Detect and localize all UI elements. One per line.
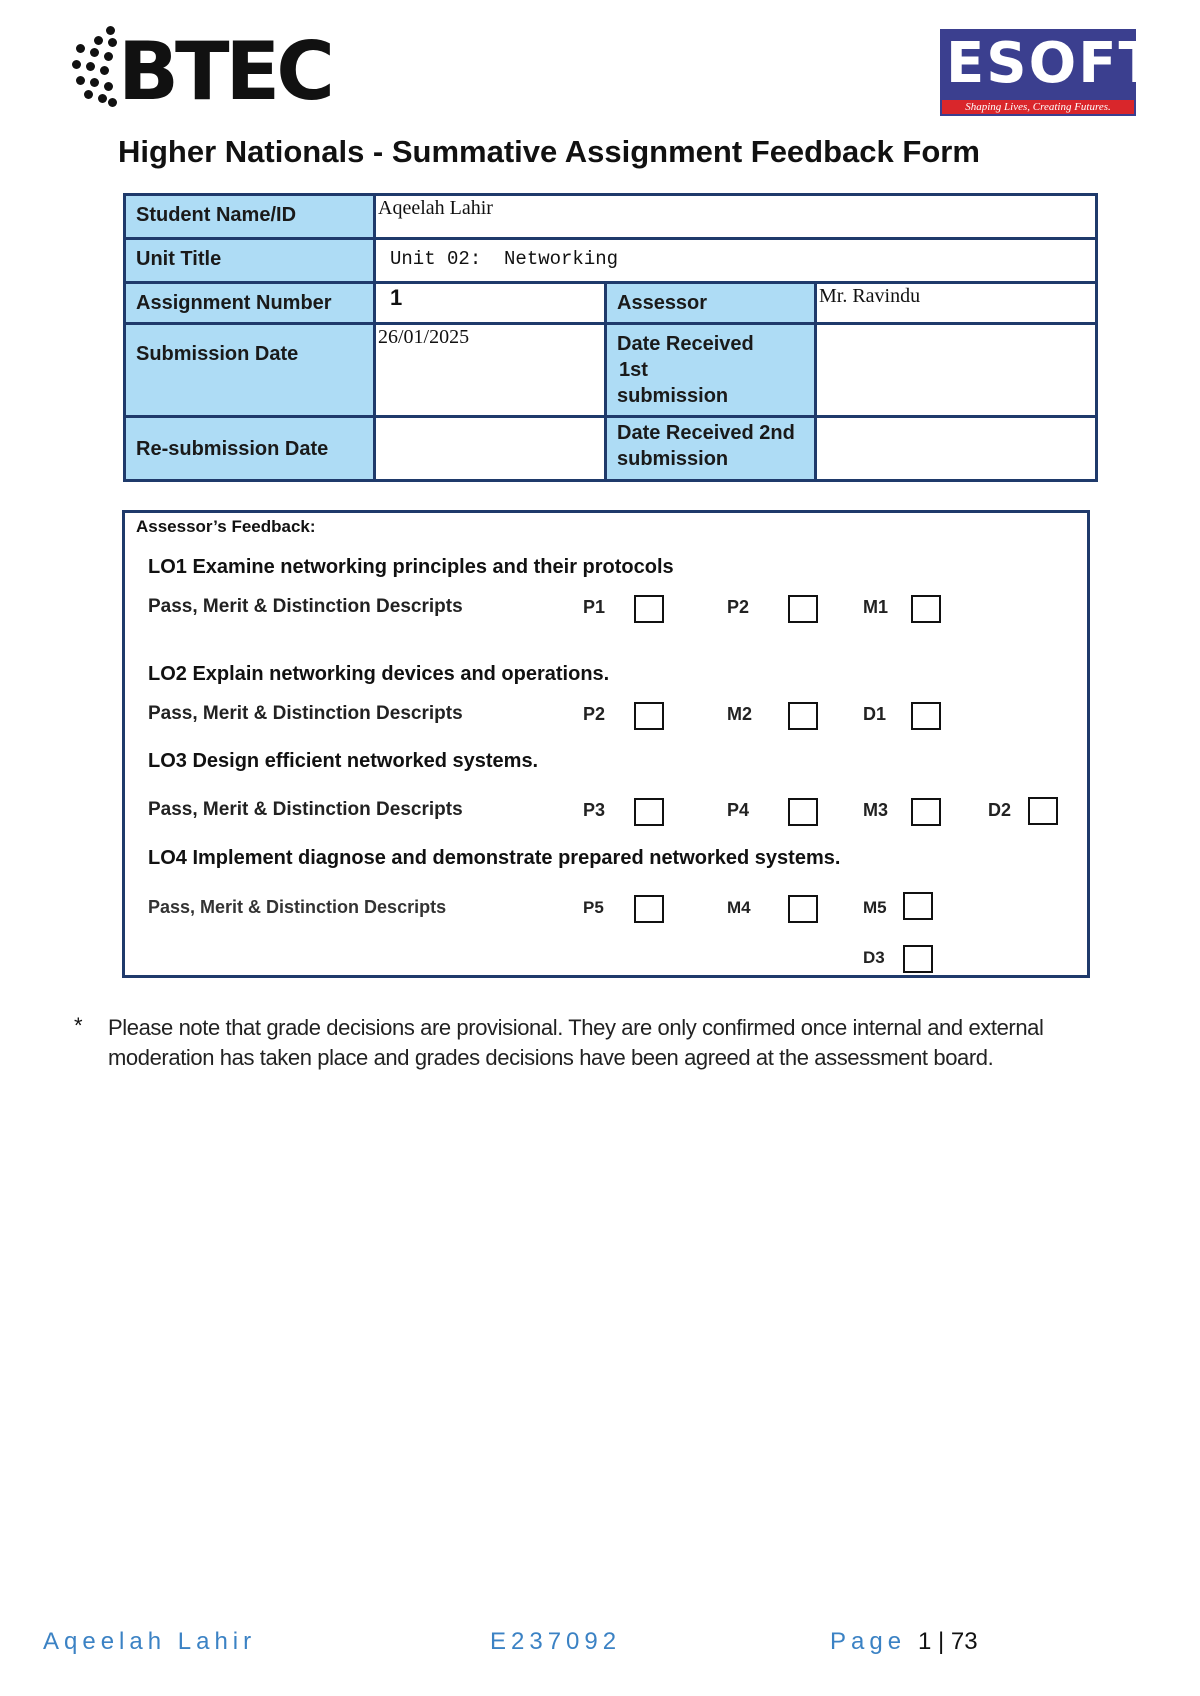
esoft-tagline: Shaping Lives, Creating Futures. bbox=[942, 100, 1134, 114]
assessor-label: Assessor bbox=[606, 283, 816, 324]
assignment-number-value[interactable]: 1 bbox=[375, 283, 606, 324]
assessor-feedback-box bbox=[122, 510, 1090, 978]
student-name-value[interactable]: Aqeelah Lahir bbox=[375, 195, 1097, 239]
lo2-descripts-label: Pass, Merit & Distinction Descripts bbox=[148, 703, 463, 724]
assignment-number-label: Assignment Number bbox=[125, 283, 375, 324]
lo4-p5-checkbox[interactable] bbox=[634, 895, 664, 923]
note-marker: * bbox=[74, 1013, 83, 1038]
lo3-m3-checkbox[interactable] bbox=[911, 798, 941, 826]
date-received-2nd-label: Date Received 2nd submission bbox=[606, 417, 816, 481]
esoft-logo bbox=[940, 29, 1159, 116]
assessor-feedback-heading: Assessor’s Feedback: bbox=[136, 517, 316, 536]
lo3-code-p3: P3 bbox=[583, 800, 606, 820]
student-name-label: Student Name/ID bbox=[125, 195, 375, 239]
student-info-table bbox=[123, 193, 1098, 482]
lo2-d1-checkbox[interactable] bbox=[911, 702, 941, 730]
page-footer bbox=[0, 1628, 1200, 1668]
lo3-descripts-label: Pass, Merit & Distinction Descripts bbox=[148, 799, 463, 820]
footer-page-label: Page bbox=[830, 1628, 907, 1655]
lo4-m4-checkbox[interactable] bbox=[788, 895, 818, 923]
unit-title-label: Unit Title bbox=[125, 239, 375, 283]
btec-wordmark: BTEC bbox=[118, 25, 331, 118]
esoft-wordmark: ESOFT bbox=[946, 31, 1159, 96]
lo1-p2-checkbox[interactable] bbox=[788, 595, 818, 623]
date-received-2nd-value[interactable] bbox=[816, 417, 1097, 481]
resubmission-date-label: Re-submission Date bbox=[125, 417, 375, 481]
lo1-title: LO1 Examine networking principles and their protocols bbox=[148, 556, 674, 578]
lo1-code-m1: M1 bbox=[863, 597, 889, 617]
footer-page-number: 1 | 73 bbox=[918, 1628, 978, 1655]
lo1-descripts-label: Pass, Merit & Distinction Descripts bbox=[148, 596, 463, 617]
lo4-code-p5: P5 bbox=[583, 898, 604, 917]
lo1-m1-checkbox[interactable] bbox=[911, 595, 941, 623]
lo2-code-m2: M2 bbox=[727, 704, 753, 724]
lo3-p3-checkbox[interactable] bbox=[634, 798, 664, 826]
provisional-grade-note: Please note that grade decisions are provisional. They are only confirmed once internal and external moderation has taken place and grades decisions have been agreed at the assessment board. bbox=[108, 1015, 1044, 1070]
btec-logo bbox=[70, 26, 330, 116]
lo2-code-p2: P2 bbox=[583, 704, 606, 724]
btec-dots-icon bbox=[70, 26, 122, 106]
date-received-1st-label: Date Received 1st submission bbox=[606, 324, 816, 417]
lo3-title: LO3 Design efficient networked systems. bbox=[148, 750, 539, 772]
lo3-code-p4: P4 bbox=[727, 800, 750, 820]
lo2-code-d1: D1 bbox=[863, 704, 887, 724]
page-title: Higher Nationals - Summative Assignment Feedback Form bbox=[118, 134, 980, 169]
submission-date-value[interactable]: 26/01/2025 bbox=[375, 324, 606, 417]
lo4-title: LO4 Implement diagnose and demonstrate prepared networked systems. bbox=[148, 847, 841, 869]
lo4-m5-checkbox[interactable] bbox=[903, 892, 933, 920]
lo3-code-d2: D2 bbox=[988, 800, 1012, 820]
lo4-d3-checkbox[interactable] bbox=[903, 945, 933, 973]
lo2-p2-checkbox[interactable] bbox=[634, 702, 664, 730]
lo4-code-d3: D3 bbox=[863, 948, 885, 967]
lo2-title: LO2 Explain networking devices and operations. bbox=[148, 663, 610, 685]
footer-student-name: Aqeelah Lahir bbox=[43, 1628, 257, 1655]
lo2-m2-checkbox[interactable] bbox=[788, 702, 818, 730]
lo3-code-m3: M3 bbox=[863, 800, 889, 820]
date-received-1st-value[interactable] bbox=[816, 324, 1097, 417]
lo1-p1-checkbox[interactable] bbox=[634, 595, 664, 623]
resubmission-date-value[interactable] bbox=[375, 417, 606, 481]
lo4-descripts-label: Pass, Merit & Distinction Descripts bbox=[148, 897, 447, 917]
unit-title-value[interactable]: Unit 02: Networking bbox=[375, 239, 1097, 283]
assessor-value[interactable]: Mr. Ravindu bbox=[816, 283, 1097, 324]
lo4-code-m5: M5 bbox=[863, 898, 887, 917]
lo3-p4-checkbox[interactable] bbox=[788, 798, 818, 826]
lo1-code-p2: P2 bbox=[727, 597, 750, 617]
submission-date-label: Submission Date bbox=[125, 324, 375, 417]
lo1-code-p1: P1 bbox=[583, 597, 606, 617]
lo3-d2-checkbox[interactable] bbox=[1028, 797, 1058, 825]
footer-student-id: E237092 bbox=[490, 1628, 622, 1655]
lo4-code-m4: M4 bbox=[727, 898, 751, 917]
